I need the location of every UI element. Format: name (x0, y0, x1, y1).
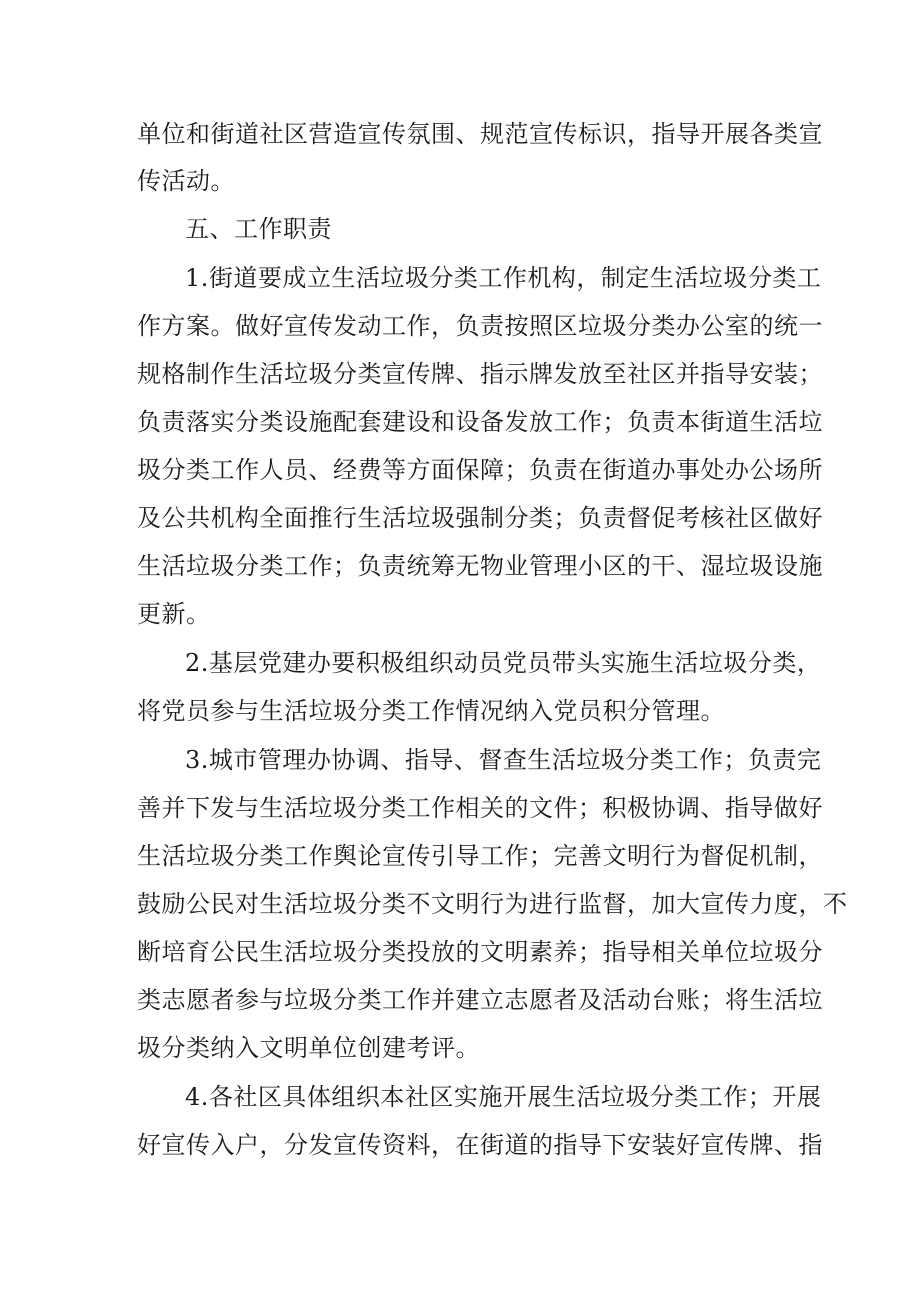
item-3-line: 断培育公民生活垃圾分类投放的文明素养；指导相关单位垃圾分 (137, 938, 823, 966)
item-1-line: 圾分类工作人员、经费等方面保障；负责在街道办事处办公场所 (137, 456, 823, 484)
item-1-line: 规格制作生活垃圾分类宣传牌、指示牌发放至社区并指导安装； (137, 360, 823, 388)
item-1-line: 及公共机构全面推行生活垃圾强制分类；负责督促考核社区做好 (137, 504, 823, 532)
text-line: 单位和街道社区营造宣传氛围、规范宣传标识，指导开展各类宣 (137, 120, 823, 148)
item-4-line: 好宣传入户，分发宣传资料，在街道的指导下安装好宣传牌、指 (137, 1131, 823, 1159)
text-line: 传活动。 (137, 167, 235, 195)
item-3-line: 善并下发与生活垃圾分类工作相关的文件；积极协调、指导做好 (137, 794, 823, 822)
item-4-line: 4.各社区具体组织本社区实施开展生活垃圾分类工作；开展 (185, 1083, 822, 1111)
item-3-line: 类志愿者参与垃圾分类工作并建立志愿者及活动台账；将生活垃 (137, 986, 823, 1014)
item-3-line: 鼓励公民对生活垃圾分类不文明行为进行监督，加大宣传力度，不 (137, 890, 848, 918)
item-1-line: 作方案。做好宣传发动工作，负责按照区垃圾分类办公室的统一 (137, 312, 823, 340)
item-1-line: 1.街道要成立生活垃圾分类工作机构，制定生活垃圾分类工 (185, 264, 822, 292)
item-3-line: 生活垃圾分类工作舆论宣传引导工作；完善文明行为督促机制， (137, 842, 823, 870)
section-heading: 五、工作职责 (185, 215, 332, 243)
item-2-line: 将党员参与生活垃圾分类工作情况纳入党员积分管理。 (137, 697, 725, 725)
item-1-line: 更新。 (137, 600, 211, 628)
item-1-line: 负责落实分类设施配套建设和设备发放工作；负责本街道生活垃 (137, 408, 823, 436)
item-3-line: 圾分类纳入文明单位创建考评。 (137, 1034, 480, 1062)
item-1-line: 生活垃圾分类工作；负责统筹无物业管理小区的干、湿垃圾设施 (137, 552, 823, 580)
item-2-line: 2.基层党建办要积极组织动员党员带头实施生活垃圾分类， (185, 649, 822, 677)
item-3-line: 3.城市管理办协调、指导、督查生活垃圾分类工作；负责完 (185, 746, 822, 774)
